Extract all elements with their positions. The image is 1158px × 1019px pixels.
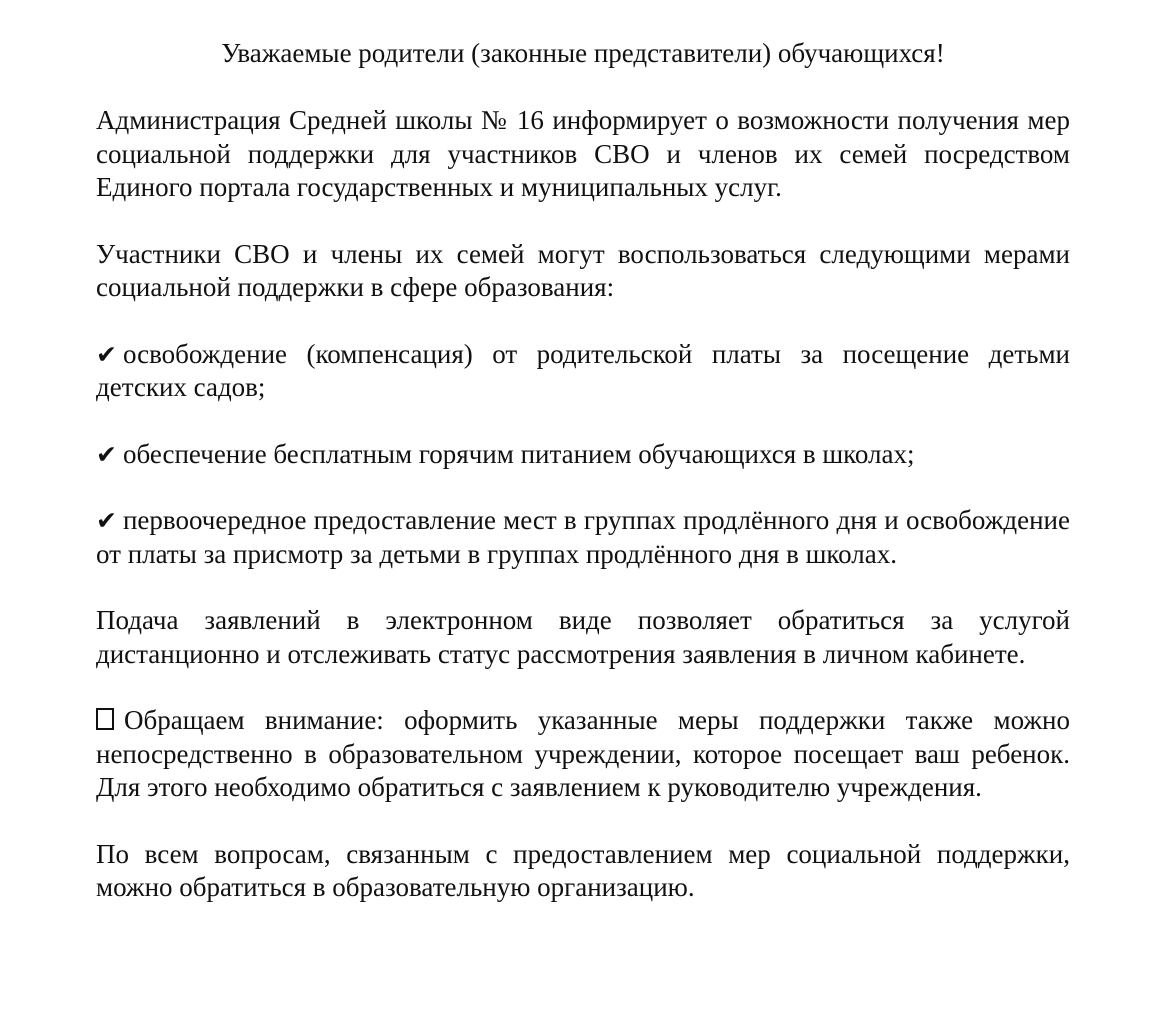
contact-text: По всем вопросам, связанным с предоставлением мер социальной поддержки, можно обратиться в образовательную организацию. bbox=[96, 838, 1070, 902]
measures-intro-text: Участники СВО и члены их семей могут воспользоваться следующими мерами социальной поддержки в сфере образования: bbox=[96, 238, 1070, 302]
checkmark-icon: ✔ bbox=[96, 339, 117, 369]
checkmark-icon: ✔ bbox=[96, 506, 117, 535]
notice-text: Обращаем внимание: оформить указанные меры поддержки также можно непосредственно в образовательном учреждении, которое посещает ваш ребенок. Для этого необходимо обратиться с заявлением к руководителю учреждения. bbox=[96, 705, 1070, 802]
electronic-paragraph bbox=[96, 604, 1070, 671]
contact-paragraph bbox=[96, 838, 1070, 905]
intro-text: Администрация Средней школы № 16 информирует о возможности получения мер социальной поддержки для участников СВО и членов их семей посредством Единого портала государственных и муниципальных услуг. bbox=[96, 105, 1070, 202]
measure-item-1 bbox=[96, 338, 1070, 405]
document-title: Уважаемые родители (законные представители) обучающихся! bbox=[221, 38, 945, 68]
measure-2-text: обеспечение бесплатным горячим питанием обучающихся в школах; bbox=[122, 438, 915, 469]
document-page bbox=[96, 36, 1070, 938]
notice-paragraph bbox=[96, 704, 1070, 805]
electronic-text: Подача заявлений в электронном виде позволяет обратиться за услугой дистанционно и отслеживать статус рассмотрения заявления в личном кабинете. bbox=[96, 605, 1070, 669]
measure-item-3 bbox=[96, 504, 1070, 571]
checkmark-icon: ✔ bbox=[96, 439, 117, 469]
measures-intro-paragraph bbox=[96, 238, 1070, 305]
measure-item-2 bbox=[96, 438, 1070, 472]
intro-paragraph bbox=[96, 104, 1070, 205]
measure-3-text: первоочередное предоставление мест в группах продлённого дня и освобождение от платы за присмотр за детьми в группах продлённого дня в школах. bbox=[96, 505, 1070, 569]
notice-box-icon bbox=[96, 708, 114, 730]
measure-1-text: освобождение (компенсация) от родительской платы за посещение детьми детских садов; bbox=[96, 338, 1070, 402]
